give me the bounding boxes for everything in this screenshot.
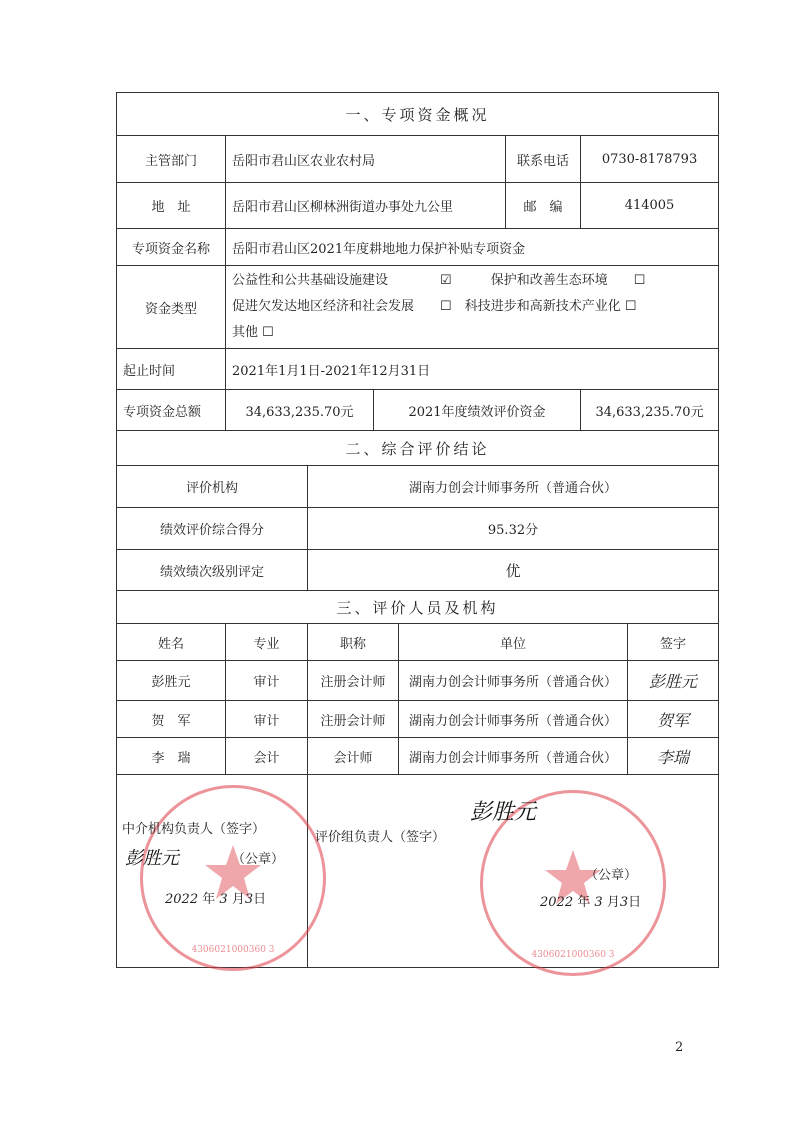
label: 联系电话 bbox=[506, 136, 581, 183]
fund-name-value: 岳阳市君山区2021年度耕地地力保护补贴专项资金 bbox=[226, 229, 719, 266]
checkbox-checked: ☑ bbox=[440, 273, 452, 288]
table-row bbox=[117, 661, 719, 701]
label: 2021年度绩效评价资金 bbox=[374, 390, 581, 431]
column-header: 签字 bbox=[628, 624, 719, 661]
column-header: 专业 bbox=[226, 624, 308, 661]
dept-value: 岳阳市君山区农业农村局 bbox=[226, 136, 506, 183]
label: 资金类型 bbox=[117, 266, 226, 349]
seal-label: （公章） bbox=[232, 852, 285, 867]
handwritten-signature: 彭胜元 bbox=[628, 661, 719, 701]
handwritten-signature: 贺军 bbox=[628, 701, 719, 738]
left-date bbox=[165, 892, 266, 908]
day-label: 日 bbox=[253, 892, 267, 907]
phone-value: 0730-8178793 bbox=[581, 136, 719, 183]
date-day: 3 bbox=[244, 892, 254, 907]
section-title: 三、评价人员及机构 bbox=[117, 591, 719, 624]
column-header: 职称 bbox=[308, 624, 399, 661]
page-number: 2 bbox=[675, 1040, 684, 1055]
month-label: 月 bbox=[606, 895, 620, 910]
title-cell: 会计师 bbox=[308, 738, 399, 775]
major-cell: 审计 bbox=[226, 701, 308, 738]
title-cell: 注册会计师 bbox=[308, 701, 399, 738]
right-sign-label: 评价组负责人（签字） bbox=[315, 830, 446, 845]
name-cell: 李 瑞 bbox=[117, 738, 226, 775]
type-label: 保护和改善生态环境 bbox=[490, 273, 608, 288]
type-label: 促进欠发达地区经济和社会发展 bbox=[232, 299, 415, 314]
title-cell: 注册会计师 bbox=[308, 661, 399, 701]
label: 绩效评价综合得分 bbox=[117, 508, 308, 550]
type-label: 公益性和公共基础设施建设 bbox=[232, 273, 389, 288]
section-title: 一、专项资金概况 bbox=[117, 93, 719, 136]
major-cell: 会计 bbox=[226, 738, 308, 775]
label: 专项资金总额 bbox=[117, 390, 226, 431]
column-header: 单位 bbox=[399, 624, 628, 661]
handwritten-signature: 彭胜元 bbox=[125, 848, 179, 869]
score-value: 95.32分 bbox=[308, 508, 719, 550]
zip-value: 414005 bbox=[581, 183, 719, 229]
checkbox: ☐ bbox=[262, 325, 274, 340]
total-value: 34,633,235.70元 bbox=[226, 390, 374, 431]
label: 专项资金名称 bbox=[117, 229, 226, 266]
period-value: 2021年1月1日-2021年12月31日 bbox=[226, 349, 719, 390]
stamp-number: 4306021000360 3 bbox=[191, 945, 275, 955]
label: 邮 编 bbox=[506, 183, 581, 229]
unit-cell: 湖南力创会计师事务所（普通合伙） bbox=[399, 661, 628, 701]
unit-cell: 湖南力创会计师事务所（普通合伙） bbox=[399, 738, 628, 775]
type-label: 其他 bbox=[232, 325, 259, 340]
date-year: 2022 bbox=[540, 895, 574, 910]
date-month: 3 bbox=[594, 895, 603, 910]
checkbox: ☐ bbox=[440, 299, 452, 314]
fund-types bbox=[226, 266, 719, 349]
table-row bbox=[117, 701, 719, 738]
label: 绩效绩次级别评定 bbox=[117, 550, 308, 591]
date-year: 2022 bbox=[165, 892, 199, 907]
grade-value: 优 bbox=[308, 550, 719, 591]
fund-overview-table bbox=[116, 92, 719, 431]
left-sign-label: 中介机构负责人（签字） bbox=[122, 822, 266, 837]
day-label: 日 bbox=[628, 895, 642, 910]
label: 地 址 bbox=[117, 183, 226, 229]
section-title: 二、综合评价结论 bbox=[117, 431, 719, 466]
right-date bbox=[540, 895, 641, 911]
date-day: 3 bbox=[619, 895, 629, 910]
checkbox: ☐ bbox=[633, 273, 646, 288]
major-cell: 审计 bbox=[226, 661, 308, 701]
official-seal-stamp bbox=[140, 785, 326, 971]
org-value: 湖南力创会计师事务所（普通合伙） bbox=[308, 466, 719, 508]
unit-cell: 湖南力创会计师事务所（普通合伙） bbox=[399, 701, 628, 738]
handwritten-signature: 李瑞 bbox=[628, 738, 719, 775]
year-label: 年 bbox=[577, 895, 591, 910]
name-cell: 贺 军 bbox=[117, 701, 226, 738]
eval-fund-value: 34,633,235.70元 bbox=[581, 390, 719, 431]
seal-label: （公章） bbox=[585, 868, 638, 883]
checkbox: ☐ bbox=[624, 299, 637, 314]
column-header: 姓名 bbox=[117, 624, 226, 661]
address-value: 岳阳市君山区柳林洲街道办事处九公里 bbox=[226, 183, 506, 229]
label: 起止时间 bbox=[117, 349, 226, 390]
stamp-number: 4306021000360 3 bbox=[531, 950, 615, 960]
month-label: 月 bbox=[231, 892, 245, 907]
label: 主管部门 bbox=[117, 136, 226, 183]
name-cell: 彭胜元 bbox=[117, 661, 226, 701]
table-row bbox=[117, 738, 719, 775]
type-label: 科技进步和高新技术产业化 bbox=[464, 299, 621, 314]
evaluation-conclusion-table bbox=[116, 430, 719, 591]
handwritten-signature: 彭胜元 bbox=[470, 800, 537, 825]
label: 评价机构 bbox=[117, 466, 308, 508]
date-month: 3 bbox=[219, 892, 228, 907]
year-label: 年 bbox=[202, 892, 216, 907]
